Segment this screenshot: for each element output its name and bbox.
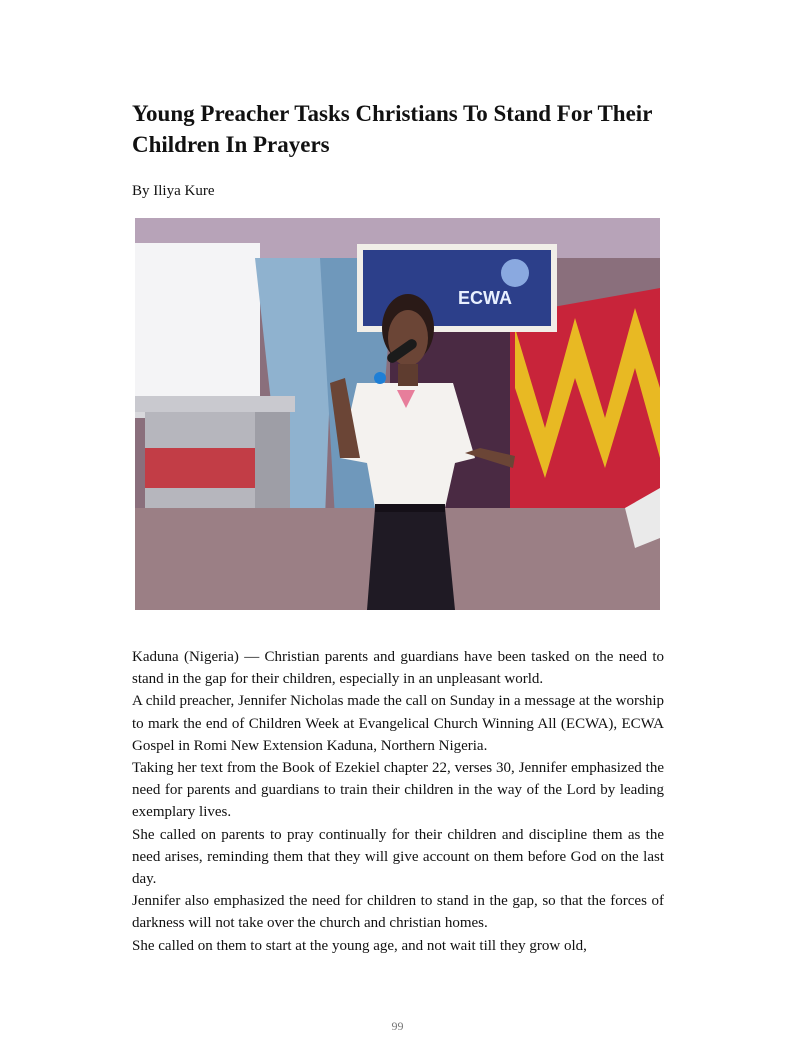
article-title: Young Preacher Tasks Christians To Stand For Their Children In Prayers [132, 101, 652, 157]
byline: By Iliya Kure [132, 183, 215, 199]
article-body [132, 646, 664, 957]
banner-text: ECWA [458, 288, 512, 308]
paragraph: Taking her text from the Book of Ezekiel chapter 22, verses 30, Jennifer emphasized the need for parents and guardians to train their children in the way of the Lord by leading exemplary lives. [132, 760, 664, 821]
paragraph: Kaduna (Nigeria) — Christian parents and guardians have been tasked on the need to stand in the gap for their children, especially in an unpleasant world. [132, 649, 664, 688]
paragraph: Jennifer also emphasized the need for children to stand in the gap, so that the forces of darkness will not take over the church and christian homes. [132, 893, 664, 932]
article-photo [135, 218, 660, 610]
page-number: 99 [391, 1019, 404, 1033]
paragraph: She called on them to start at the young age, and not wait till they grow old, [132, 937, 587, 954]
paragraph: A child preacher, Jennifer Nicholas made the call on Sunday in a message at the worship to mark the end of Children Week at Evangelical Church Winning All (ECWA), ECWA Gospel in Romi New Extension Kaduna, Northern Nigeria. [132, 693, 664, 754]
paragraph: She called on parents to pray continually for their children and discipline them as the need arises, reminding them that they will give account on them before God on the last day. [132, 826, 664, 888]
